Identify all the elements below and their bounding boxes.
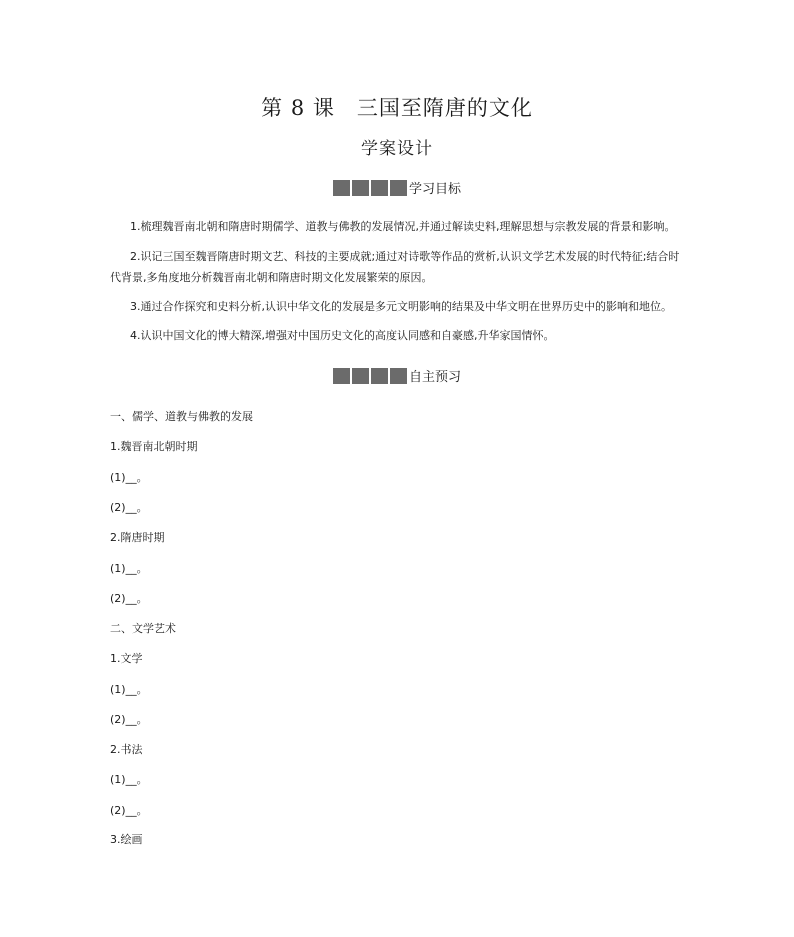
page-title: 第 8 课 三国至隋唐的文化 (261, 96, 533, 120)
preview-blank: (1)__。 (110, 471, 148, 484)
goal-3: 3.通过合作探究和史料分析,认识中华文化的发展是多元文明影响的结果及中华文明在世界历史中的影响和地位。 (130, 300, 672, 313)
preview-blank: (2)__。 (110, 592, 148, 605)
banner-blocks (333, 180, 407, 196)
page-subtitle: 学案设计 (361, 139, 433, 159)
goal-4: 4.认识中国文化的博大精深,增强对中国历史文化的高度认同感和自豪感,升华家国情怀。 (130, 329, 555, 342)
banner-block (390, 180, 407, 196)
goal-1: 1.梳理魏晋南北朝和隋唐时期儒学、道教与佛教的发展情况,并通过解读史料,理解思想与宗教发展的背景和影响。 (130, 220, 676, 233)
preview-blank: (1)__。 (110, 683, 148, 696)
preview-subheading: 3.绘画 (110, 833, 143, 846)
preview-blank: (1)__。 (110, 773, 148, 786)
banner-block (333, 368, 350, 384)
goal-2: 2.识记三国至魏晋隋唐时期文艺、科技的主要成就;通过对诗歌等作品的赏析,认识文学艺术发展的时代特征;结合时代背景,多角度地分析魏晋南北朝和隋唐时期文化发展繁荣的原因。 (110, 250, 680, 284)
banner-block (390, 368, 407, 384)
preview-subheading: 1.文学 (110, 652, 143, 665)
section-banner-goals (0, 178, 794, 197)
banner-block (352, 180, 369, 196)
preview-subheading: 1.魏晋南北朝时期 (110, 440, 198, 453)
preview-heading-2: 二、文学艺术 (110, 622, 176, 635)
banner-blocks (333, 368, 407, 384)
preview-blank: (1)__。 (110, 562, 148, 575)
preview-subheading: 2.隋唐时期 (110, 531, 165, 544)
preview-blank: (2)__。 (110, 501, 148, 514)
banner-block (371, 368, 388, 384)
preview-subheading: 2.书法 (110, 743, 143, 756)
banner-block (371, 180, 388, 196)
preview-blank: (2)__。 (110, 713, 148, 726)
banner-block (352, 368, 369, 384)
preview-blank: (2)__。 (110, 804, 148, 817)
section-label-preview: 自主预习 (408, 370, 461, 385)
section-label-goals: 学习目标 (408, 182, 461, 197)
section-banner-preview (0, 366, 794, 385)
preview-heading-1: 一、儒学、道教与佛教的发展 (110, 410, 253, 423)
banner-block (333, 180, 350, 196)
